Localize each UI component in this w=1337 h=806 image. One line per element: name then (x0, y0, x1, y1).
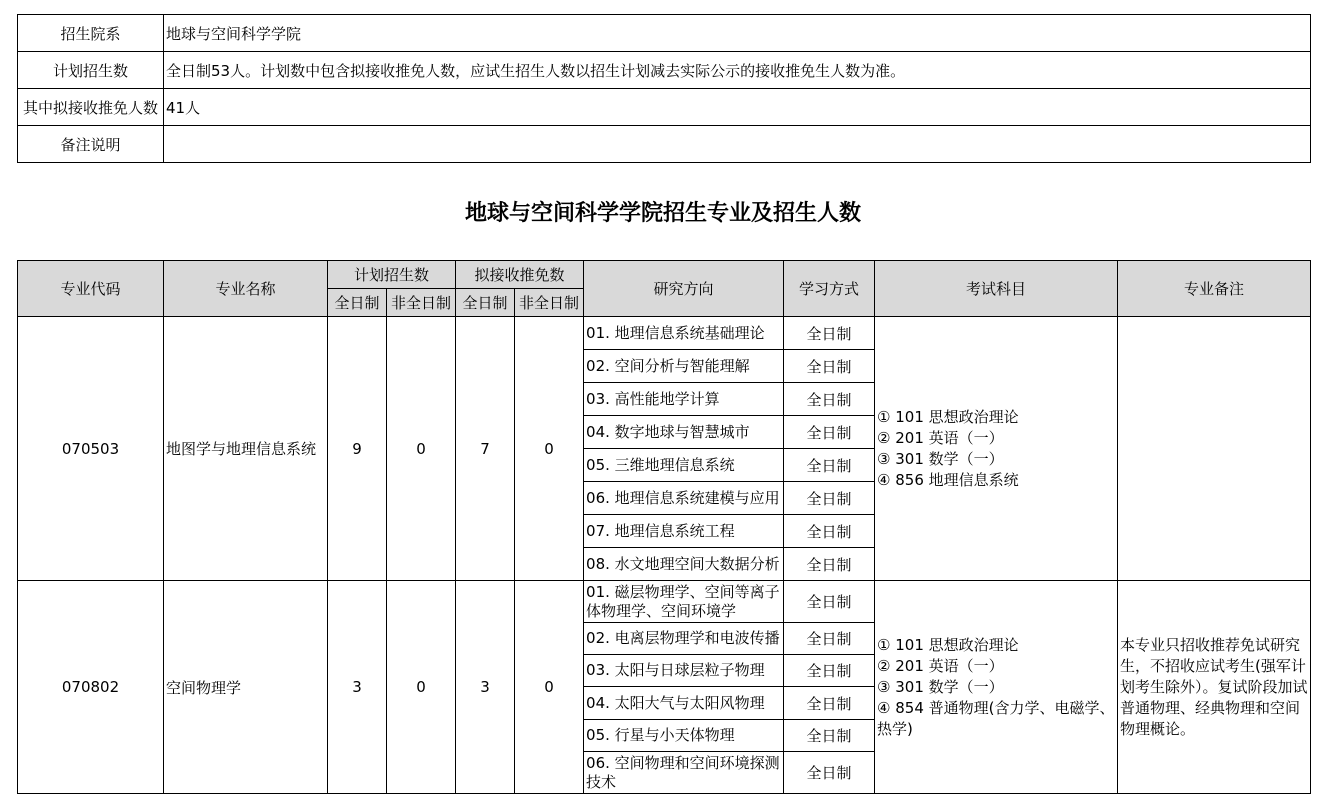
study-mode: 全日制 (784, 416, 875, 449)
header-plan-full: 全日制 (328, 289, 387, 317)
exam-subject-item: ② 201 英语（一） (877, 428, 1004, 447)
header-name: 专业名称 (164, 261, 328, 317)
study-mode: 全日制 (784, 720, 875, 752)
header-recommend: 拟接收推免数 (456, 261, 584, 289)
exam-subjects (875, 581, 1118, 794)
rec-part-count: 0 (515, 581, 584, 794)
exam-subject-item: ② 201 英语（一） (877, 656, 1004, 675)
rec-full-count: 3 (456, 581, 515, 794)
info-label: 其中拟接收推免人数 (18, 89, 164, 126)
plan-full-count: 9 (328, 317, 387, 581)
study-mode: 全日制 (784, 317, 875, 350)
info-row-remark (18, 126, 1311, 163)
exam-subject-item: ③ 301 数学（一） (877, 677, 1004, 696)
study-mode: 全日制 (784, 548, 875, 581)
major-code: 070503 (18, 317, 164, 581)
majors-table (17, 260, 1311, 794)
header-plan: 计划招生数 (328, 261, 456, 289)
exam-subject-item: ④ 854 普通物理(含力学、电磁学、热学) (877, 698, 1115, 738)
study-mode: 全日制 (784, 623, 875, 655)
header-rec-full: 全日制 (456, 289, 515, 317)
research-direction: 05. 三维地理信息系统 (584, 449, 784, 482)
info-value (164, 126, 1311, 163)
research-direction: 02. 电离层物理学和电波传播 (584, 623, 784, 655)
research-direction: 03. 高性能地学计算 (584, 383, 784, 416)
header-mode: 学习方式 (784, 261, 875, 317)
exam-subject-item: ① 101 思想政治理论 (877, 407, 1019, 426)
plan-part-count: 0 (387, 317, 456, 581)
header-subjects: 考试科目 (875, 261, 1118, 317)
college-info-table (17, 14, 1311, 163)
study-mode: 全日制 (784, 383, 875, 416)
study-mode: 全日制 (784, 581, 875, 623)
exam-subjects (875, 317, 1118, 581)
exam-subject-item: ③ 301 数学（一） (877, 449, 1004, 468)
header-direction: 研究方向 (584, 261, 784, 317)
study-mode: 全日制 (784, 752, 875, 794)
research-direction: 03. 太阳与日球层粒子物理 (584, 655, 784, 687)
research-direction: 02. 空间分析与智能理解 (584, 350, 784, 383)
major-name: 地图学与地理信息系统 (164, 317, 328, 581)
header-remark: 专业备注 (1118, 261, 1311, 317)
research-direction: 06. 空间物理和空间环境探测技术 (584, 752, 784, 794)
header-rec-part: 非全日制 (515, 289, 584, 317)
info-value: 地球与空间科学学院 (164, 15, 1311, 52)
info-row-plan (18, 52, 1311, 89)
exam-subject-item: ① 101 思想政治理论 (877, 635, 1019, 654)
research-direction: 01. 地理信息系统基础理论 (584, 317, 784, 350)
research-direction: 08. 水文地理空间大数据分析 (584, 548, 784, 581)
research-direction: 04. 数字地球与智慧城市 (584, 416, 784, 449)
study-mode: 全日制 (784, 482, 875, 515)
research-direction: 05. 行星与小天体物理 (584, 720, 784, 752)
research-direction: 06. 地理信息系统建模与应用 (584, 482, 784, 515)
info-label: 备注说明 (18, 126, 164, 163)
major-name: 空间物理学 (164, 581, 328, 794)
study-mode: 全日制 (784, 687, 875, 720)
study-mode: 全日制 (784, 515, 875, 548)
info-value: 全日制53人。计划数中包含拟接收推免人数，应试生招生人数以招生计划减去实际公示的接收推免生人数为准。 (164, 52, 1311, 89)
major-remark: 本专业只招收推荐免试研究生，不招收应试考生(强军计划考生除外）。复试阶段加试普通物理、经典物理和空间物理概论。 (1118, 581, 1311, 794)
header-code: 专业代码 (18, 261, 164, 317)
research-direction: 07. 地理信息系统工程 (584, 515, 784, 548)
research-direction: 01. 磁层物理学、空间等离子体物理学、空间环境学 (584, 581, 784, 623)
plan-full-count: 3 (328, 581, 387, 794)
info-row-recommend (18, 89, 1311, 126)
rec-full-count: 7 (456, 317, 515, 581)
table-row (18, 317, 1311, 350)
info-label: 计划招生数 (18, 52, 164, 89)
major-remark (1118, 317, 1311, 581)
table-row (18, 581, 1311, 623)
info-label: 招生院系 (18, 15, 164, 52)
study-mode: 全日制 (784, 449, 875, 482)
research-direction: 04. 太阳大气与太阳风物理 (584, 687, 784, 720)
plan-part-count: 0 (387, 581, 456, 794)
exam-subject-item: ④ 856 地理信息系统 (877, 470, 1019, 489)
major-code: 070802 (18, 581, 164, 794)
study-mode: 全日制 (784, 655, 875, 687)
info-row-college (18, 15, 1311, 52)
info-value: 41人 (164, 89, 1311, 126)
section-title: 地球与空间科学学院招生专业及招生人数 (464, 201, 861, 226)
header-plan-part: 非全日制 (387, 289, 456, 317)
study-mode: 全日制 (784, 350, 875, 383)
rec-part-count: 0 (515, 317, 584, 581)
